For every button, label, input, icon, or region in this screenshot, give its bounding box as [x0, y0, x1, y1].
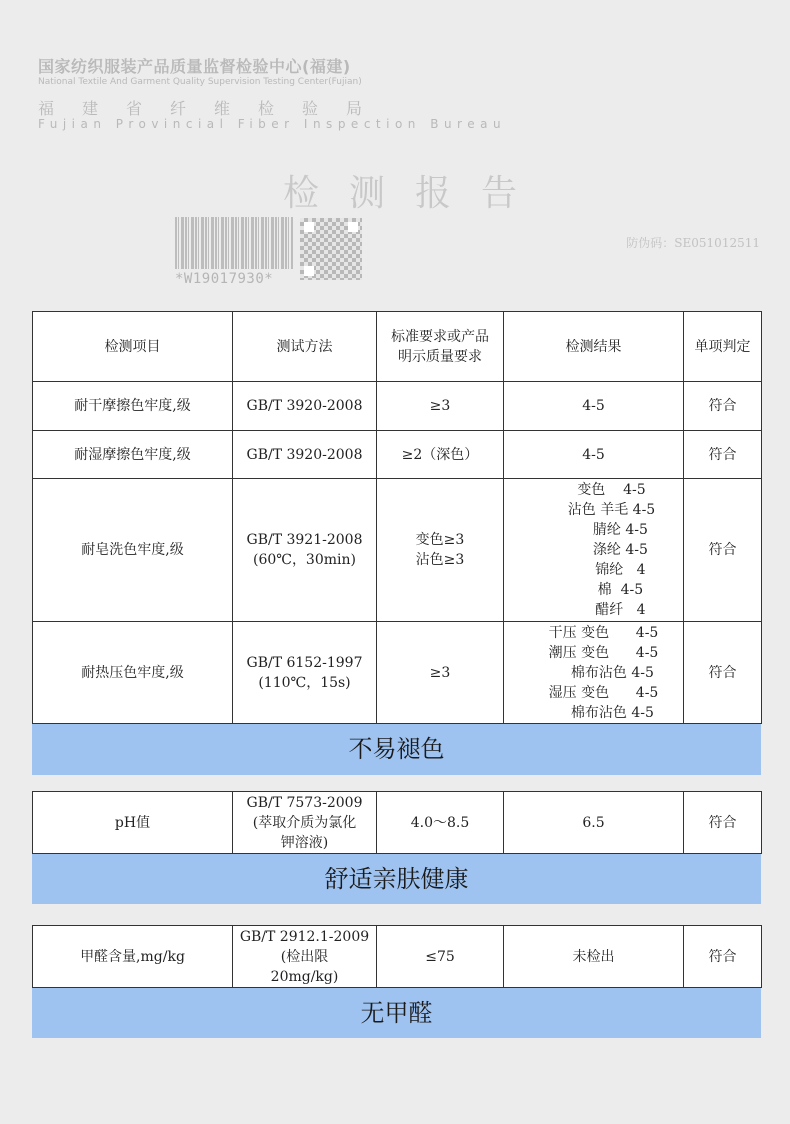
cell-requirement: 4.0～8.5 — [377, 792, 504, 854]
cell-result — [504, 479, 684, 622]
result-line: 湿压 变色 4-5 — [548, 684, 659, 701]
cell-judgement: 符合 — [684, 792, 762, 854]
result-line: 醋纤 4 — [577, 602, 646, 618]
table-row — [33, 431, 762, 479]
method-line: GB/T 7573-2009 — [246, 794, 363, 811]
result-line: 棉布沾色 4-5 — [553, 664, 654, 681]
cell-judgement: 符合 — [684, 622, 762, 724]
banner-formaldehyde-free: 无甲醛 — [32, 988, 761, 1038]
cell-item: 耐湿摩擦色牢度,级 — [33, 431, 233, 479]
cell-method — [233, 479, 377, 622]
barcode-number: *W19017930* — [175, 271, 274, 287]
qr-code-image — [300, 218, 362, 280]
anti-fake-code: 防伪码：SE051012511 — [626, 236, 760, 250]
method-line: GB/T 3921-2008 — [246, 532, 363, 548]
header-item: 检测项目 — [33, 312, 233, 382]
cell-requirement: ≥2（深色） — [377, 431, 504, 479]
cell-requirement: ≥3 — [377, 382, 504, 431]
cell-method: GB/T 3920-2008 — [233, 431, 377, 479]
result-line: 棉布沾色 4-5 — [553, 704, 654, 721]
table-row — [33, 792, 762, 854]
colorfastness-section — [32, 311, 761, 775]
barcode-image — [175, 217, 293, 269]
method-line: GB/T 2912.1-2009 — [239, 928, 370, 945]
cell-result: 4-5 — [504, 431, 684, 479]
requirement-line: 变色≥3 — [415, 532, 465, 548]
result-line: 潮压 变色 4-5 — [548, 644, 659, 661]
method-line: (110℃，15s) — [258, 674, 351, 691]
result-line: 沾色 羊毛 4-5 — [567, 502, 656, 518]
result-line: 变色 4-5 — [577, 482, 646, 498]
result-line: 锦纶 4 — [577, 562, 646, 578]
cell-judgement: 符合 — [684, 479, 762, 622]
table-row — [33, 926, 762, 988]
report-title: 检测报告 — [282, 173, 547, 214]
header-method: 测试方法 — [233, 312, 377, 382]
header-requirement: 标准要求或产品明示质量要求 — [377, 312, 504, 382]
header-result: 检测结果 — [504, 312, 684, 382]
cell-result: 4-5 — [504, 382, 684, 431]
formaldehyde-table — [32, 925, 762, 988]
org-name-cn: 国家纺织服装产品质量监督检验中心(福建) — [38, 57, 351, 76]
cell-item: 耐干摩擦色牢度,级 — [33, 382, 233, 431]
formaldehyde-section — [32, 925, 761, 1038]
banner-fade-resistant: 不易褪色 — [32, 724, 761, 775]
cell-item: 耐热压色牢度,级 — [33, 622, 233, 724]
header-judgement: 单项判定 — [684, 312, 762, 382]
org-name-en: National Textile And Garment Quality Supervision Testing Center(Fujian) — [38, 77, 362, 87]
method-line: GB/T 6152-1997 — [246, 654, 363, 671]
cell-method — [233, 792, 377, 854]
table-header-row — [33, 312, 762, 382]
cell-result — [504, 622, 684, 724]
method-line: 钾溶液) — [280, 834, 329, 851]
banner-skin-friendly: 舒适亲肤健康 — [32, 854, 761, 904]
bureau-name-en: Fujian Provincial Fiber Inspection Bureau — [38, 117, 507, 131]
method-line: (检出限 — [280, 948, 329, 965]
bureau-name-cn: 福建省纤维检验局 — [38, 99, 391, 118]
result-line: 棉 4-5 — [579, 582, 644, 598]
table-row — [33, 622, 762, 724]
colorfastness-table — [32, 311, 762, 724]
cell-method — [233, 622, 377, 724]
result-line: 干压 变色 4-5 — [548, 624, 659, 641]
requirement-line: 沾色≥3 — [415, 552, 465, 568]
cell-requirement — [377, 479, 504, 622]
method-line: (萃取介质为氯化 — [252, 814, 357, 831]
cell-result: 未检出 — [504, 926, 684, 988]
cell-item: 甲醛含量,mg/kg — [33, 926, 233, 988]
method-line: 20mg/kg) — [270, 968, 339, 985]
cell-judgement: 符合 — [684, 431, 762, 479]
result-line: 腈纶 4-5 — [575, 522, 648, 538]
cell-method: GB/T 3920-2008 — [233, 382, 377, 431]
cell-item: pH值 — [33, 792, 233, 854]
table-row — [33, 382, 762, 431]
cell-requirement: ≥3 — [377, 622, 504, 724]
cell-method — [233, 926, 377, 988]
ph-section — [32, 791, 761, 904]
cell-item: 耐皂洗色牢度,级 — [33, 479, 233, 622]
result-line: 涤纶 4-5 — [575, 542, 648, 558]
table-row — [33, 479, 762, 622]
cell-judgement: 符合 — [684, 382, 762, 431]
cell-judgement: 符合 — [684, 926, 762, 988]
method-line: (60℃，30min) — [253, 552, 356, 568]
cell-requirement: ≤75 — [377, 926, 504, 988]
cell-result: 6.5 — [504, 792, 684, 854]
ph-table — [32, 791, 762, 854]
